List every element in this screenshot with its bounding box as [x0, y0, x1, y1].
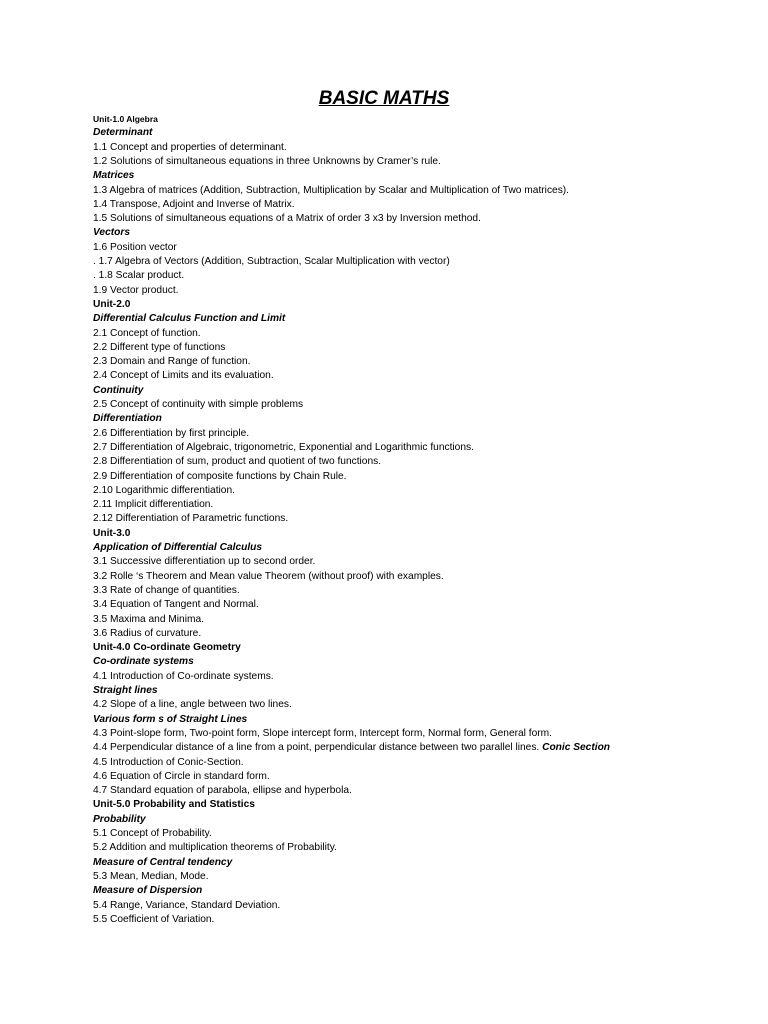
topic-item: [93, 470, 347, 484]
line-text: 2.10 Logarithmic differentiation.: [93, 484, 235, 496]
line-text: 4.4 Perpendicular distance of a line from a point, perpendicular distance between two parallel lines.: [93, 742, 543, 754]
line-text: 2.4 Concept of Limits and its evaluation.: [93, 370, 274, 382]
line-text: Unit-3.0: [93, 527, 131, 539]
topic-item: [93, 498, 213, 512]
section-heading: [93, 541, 262, 555]
line-text: 4.2 Slope of a line, angle between two lines.: [93, 699, 292, 711]
section-heading: [93, 312, 285, 326]
topic-item: [93, 756, 244, 770]
line-text: Co-ordinate systems: [93, 656, 194, 668]
topic-item: [93, 441, 474, 455]
line-text: 1.9 Vector product.: [93, 284, 179, 296]
section-heading: [93, 126, 152, 140]
unit-heading: [93, 298, 130, 312]
line-text: 3.6 Radius of curvature.: [93, 627, 202, 639]
line-text: Straight lines: [93, 685, 158, 696]
topic-item: [93, 141, 287, 155]
line-text: 5.3 Mean, Median, Mode.: [93, 870, 209, 882]
topic-item: [93, 613, 204, 627]
line-text: 5.1 Concept of Probability.: [93, 828, 212, 839]
topic-item: [93, 770, 270, 784]
section-heading: [93, 226, 130, 240]
section-heading: [93, 412, 162, 426]
topic-item: [93, 555, 315, 569]
line-text: . 1.7 Algebra of Vectors (Addition, Subtraction, Scalar Multiplication with vector): [93, 256, 450, 267]
line-text: 3.5 Maxima and Minima.: [93, 613, 204, 625]
topic-item: [93, 827, 212, 841]
topic-item: [93, 212, 481, 226]
line-text: 2.12 Differentiation of Parametric functions.: [93, 513, 289, 525]
topic-item: [93, 241, 177, 255]
line-text: Continuity: [93, 384, 144, 396]
line-text: Measure of Dispersion: [93, 885, 203, 897]
unit-heading: [93, 527, 130, 541]
line-text: 2.5 Concept of continuity with simple problems: [93, 399, 304, 410]
topic-item: [93, 427, 249, 441]
unit-heading: [93, 798, 255, 812]
topic-item: [93, 455, 381, 469]
topic-item: [93, 670, 274, 684]
topic-item: [93, 727, 552, 741]
section-heading: [93, 884, 202, 898]
section-heading: [93, 384, 143, 398]
topic-item: [93, 327, 201, 341]
topic-item: [93, 784, 352, 798]
line-text: Vectors: [93, 227, 130, 239]
topic-item: [93, 484, 235, 498]
topic-item: [93, 841, 337, 855]
line-text: Unit-2.0: [93, 298, 131, 310]
unit-heading: [93, 641, 241, 655]
topic-item: [93, 155, 441, 169]
topic-item: [93, 913, 214, 927]
topic-item: [93, 355, 250, 369]
line-text: Probability: [93, 813, 146, 825]
line-text: Unit-4.0 Co-ordinate Geometry: [93, 642, 241, 654]
line-text: 3.1 Successive differentiation up to second order.: [93, 556, 316, 568]
line-text: 1.1 Concept and properties of determinant.: [93, 141, 287, 153]
line-text: 5.5 Coefficient of Variation.: [93, 913, 215, 925]
line-text: Unit-5.0 Probability and Statistics: [93, 799, 255, 811]
line-text: 2.8 Differentiation of sum, product and quotient of two functions.: [93, 456, 382, 468]
topic-item: [93, 184, 569, 198]
section-heading: [93, 813, 146, 827]
section-heading-inline: Conic Section: [542, 742, 611, 754]
topic-item: [93, 341, 225, 355]
line-text: 5.2 Addition and multiplication theorems of Probability.: [93, 842, 337, 854]
topic-item: [93, 899, 280, 913]
section-heading: [93, 713, 247, 727]
section-heading: [93, 655, 194, 669]
topic-item: [93, 284, 179, 298]
line-text: 2.9 Differentiation of composite functions by Chain Rule.: [93, 470, 347, 482]
line-text: Determinant: [93, 127, 153, 139]
topic-item: [93, 198, 295, 212]
line-text: 2.3 Domain and Range of function.: [93, 356, 251, 368]
topic-item: [93, 512, 288, 526]
line-text: 4.1 Introduction of Co-ordinate systems.: [93, 670, 274, 682]
section-heading: [93, 684, 158, 698]
topic-item: [93, 584, 240, 598]
line-text: 1.5 Solutions of simultaneous equations of a Matrix of order 3 x3 by Inversion method.: [93, 213, 481, 225]
topic-item: [93, 598, 259, 612]
line-text: Differential Calculus Function and Limit: [93, 313, 286, 325]
line-text: 3.2 Rolle ‘s Theorem and Mean value Theorem (without proof) with examples.: [93, 570, 444, 582]
topic-item: [93, 570, 444, 584]
topic-item: [93, 398, 303, 412]
topic-item: [93, 698, 292, 712]
section-heading: [93, 856, 232, 870]
line-text: Application of Differential Calculus: [93, 542, 263, 553]
topic-item: [93, 870, 209, 884]
topic-item: [93, 627, 201, 641]
topic-item: [93, 369, 274, 383]
topic-item: [93, 255, 450, 269]
section-heading: [93, 169, 134, 183]
line-text: Matrices: [93, 170, 135, 182]
line-text: 3.4 Equation of Tangent and Normal.: [93, 599, 259, 611]
topic-item: [93, 269, 184, 283]
line-text: 4.7 Standard equation of parabola, ellipse and hyperbola.: [93, 785, 352, 797]
line-text: 1.6 Position vector: [93, 241, 177, 253]
line-text: 5.4 Range, Variance, Standard Deviation.: [93, 899, 281, 911]
line-text: 1.2 Solutions of simultaneous equations in three Unknowns by Cramer’s rule.: [93, 155, 441, 167]
line-text: 1.4 Transpose, Adjoint and Inverse of Matrix.: [93, 198, 295, 210]
line-text: 2.11 Implicit differentiation.: [93, 499, 214, 511]
page-title: BASIC MATHS: [318, 88, 450, 109]
line-text: 2.2 Different type of functions: [93, 341, 226, 353]
unit-heading: [93, 112, 158, 126]
line-text: Measure of Central tendency: [93, 856, 233, 868]
line-text: 4.3 Point-slope form, Two-point form, Slope intercept form, Intercept form, Normal form, General form.: [93, 727, 552, 739]
line-text: Unit-1.0 Algebra: [93, 114, 158, 124]
line-text: 3.3 Rate of change of quantities.: [93, 584, 240, 596]
line-text: 2.1 Concept of function.: [93, 327, 201, 339]
line-text: 2.6 Differentiation by first principle.: [93, 427, 250, 439]
line-text: 1.3 Algebra of matrices (Addition, Subtraction, Multiplication by Scalar and Multiplication of Two matrices).: [93, 184, 570, 196]
topic-item: [93, 741, 610, 755]
line-text: Differentiation: [93, 413, 162, 425]
line-text: 4.6 Equation of Circle in standard form.: [93, 770, 270, 782]
line-text: 4.5 Introduction of Conic-Section.: [93, 756, 244, 768]
line-text: . 1.8 Scalar product.: [93, 270, 185, 282]
line-text: Various form s of Straight Lines: [93, 713, 248, 725]
line-text: 2.7 Differentiation of Algebraic, trigonometric, Exponential and Logarithmic functions.: [93, 441, 474, 453]
